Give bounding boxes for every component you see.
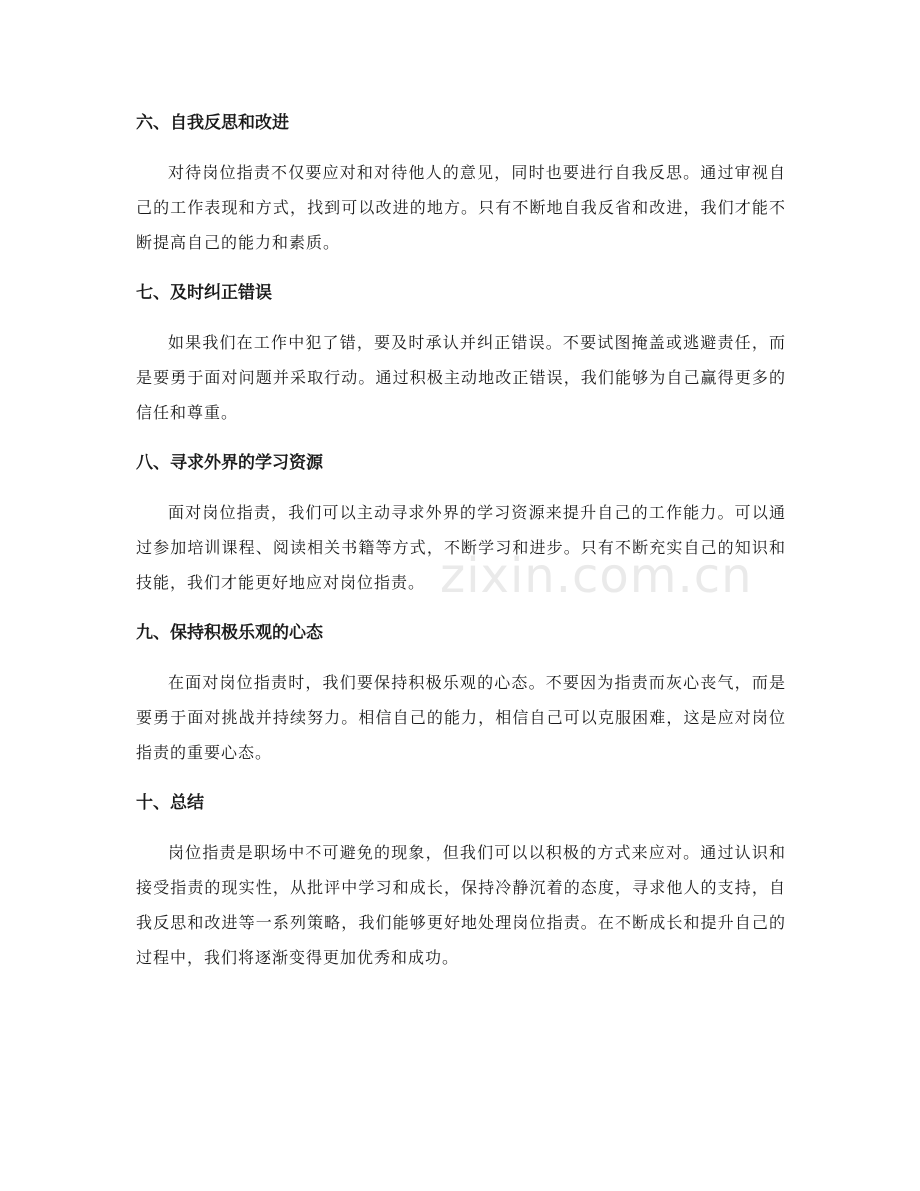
section-6 [136, 108, 786, 260]
section-title: 九、保持积极乐观的心态 [136, 623, 323, 643]
document-body [136, 108, 786, 993]
section-title: 八、寻求外界的学习资源 [136, 453, 323, 473]
section-paragraph: 面对岗位指责，我们可以主动寻求外界的学习资源来提升自己的工作能力。可以通过参加培训课程、阅读相关书籍等方式，不断学习和进步。只有不断充实自己的知识和技能，我们才能更好地应对岗位指责。 [136, 503, 786, 592]
section-title: 六、自我反思和改进 [136, 113, 289, 133]
section-9 [136, 618, 786, 770]
section-title: 七、及时纠正错误 [136, 283, 272, 303]
section-paragraph: 岗位指责是职场中不可避免的现象，但我们可以以积极的方式来应对。通过认识和接受指责的现实性，从批评中学习和成长，保持冷静沉着的态度，寻求他人的支持，自我反思和改进等一系列策略，我们能够更好地处理岗位指责。在不断成长和提升自己的过程中，我们将逐渐变得更加优秀和成功。 [136, 843, 786, 967]
section-paragraph: 对待岗位指责不仅要应对和对待他人的意见，同时也要进行自我反思。通过审视自己的工作表现和方式，找到可以改进的地方。只有不断地自我反省和改进，我们才能不断提高自己的能力和素质。 [136, 163, 786, 252]
section-8 [136, 448, 786, 600]
watermark: zixin.com.cn [440, 548, 753, 604]
section-10 [136, 788, 786, 975]
section-title: 十、总结 [136, 793, 204, 813]
section-paragraph: 如果我们在工作中犯了错，要及时承认并纠正错误。不要试图掩盖或逃避责任，而是要勇于面对问题并采取行动。通过积极主动地改正错误，我们能够为自己赢得更多的信任和尊重。 [136, 333, 786, 422]
section-paragraph: 在面对岗位指责时，我们要保持积极乐观的心态。不要因为指责而灰心丧气，而是要勇于面对挑战并持续努力。相信自己的能力，相信自己可以克服困难，这是应对岗位指责的重要心态。 [136, 673, 786, 762]
section-7 [136, 278, 786, 430]
